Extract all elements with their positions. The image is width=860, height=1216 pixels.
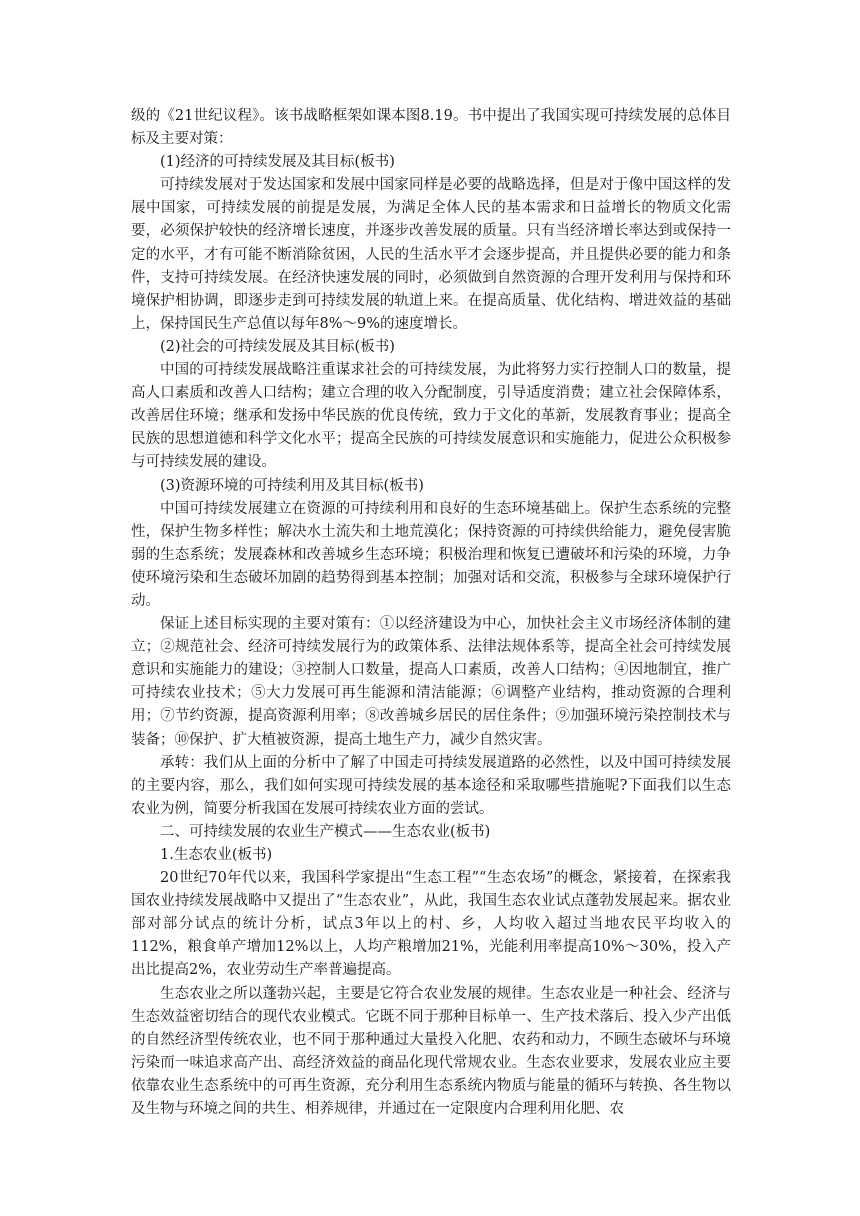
document-body — [131, 105, 731, 1121]
paragraph: 中国的可持续发展战略注重谋求社会的可持续发展，为此将努力实行控制人口的数量，提高人口素质和改善人口结构；建立合理的收入分配制度，引导适度消费；建立社会保障体系，改善居住环境；继承和发扬中华民族的优良传统，致力于文化的革新，发展教育事业；提高全民族的思想道德和科学文化水平；提高全民族的可持续发展意识和实施能力，促进公众积极参与可持续发展的建设。 — [131, 362, 731, 471]
section-heading: 二、可持续发展的农业生产模式——生态农业(板书) — [160, 823, 491, 840]
section-heading: (2)社会的可持续发展及其目标(板书) — [160, 338, 395, 355]
paragraph: 生态农业之所以蓬勃兴起，主要是它符合农业发展的规律。生态农业是一种社会、经济与生态效益密切结合的现代农业模式。它既不同于那种目标单一、生产技术落后、投入少产出低的自然经济型传统农业，也不同于那种通过大量投入化肥、农药和动力，不顾生态破坏与环境污染而一味追求高产出、高经济效益的商品化现代常规农业。生态农业要求，发展农业应主要依靠农业生态系统中的可再生资源，充分利用生态系统内物质与能量的循环与转换、各生物以及生物与环境之间的共生、相养规律，并通过在一定限度内合理利用化肥、农 — [131, 985, 731, 1118]
section-heading: (3)资源环境的可持续利用及其目标(板书) — [160, 477, 424, 494]
paragraph: 级的《21世纪议程》。该书战略框架如课本图8.19。书中提出了我国实现可持续发展的总体目标及主要对策： — [131, 108, 731, 148]
subsection-heading: 1.生态农业(板书) — [160, 847, 273, 863]
paragraph: 保证上述目标实现的主要对策有：①以经济建设为中心，加快社会主义市场经济体制的建立；②规范社会、经济可持续发展行为的政策体系、法律法规体系等，提高全社会可持续发展意识和实施能力的建设；③控制人口数量，提高人口素质，改善人口结构；④因地制宜，推广可持续农业技术；⑤大力发展可再生能源和清洁能源；⑥调整产业结构，推动资源的合理利用；⑦节约资源，提高资源利用率；⑧改善城乡居民的居住条件；⑨加强环境污染控制技术与装备；⑩保护、扩大植被资源，提高土地生产力，减少自然灾害。 — [131, 616, 731, 748]
section-heading: (1)经济的可持续发展及其目标(板书) — [160, 154, 395, 171]
paragraph: 20世纪70年代以来，我国科学家提出“生态工程”“生态农场”的概念，紧接着，在探索我国农业持续发展战略中又提出了“生态农业”，从此，我国生态农业试点蓬勃发展起来。据农业部对部分试点的统计分析，试点3年以上的村、乡，人均收入超过当地农民平均收入的112%，粮食单产增加12%以上，人均产粮增加21%，光能利用率提高10%～30%，投入产出比提高2%，农业劳动生产率普遍提高。 — [131, 870, 731, 979]
paragraph: 中国可持续发展建立在资源的可持续利用和良好的生态环境基础上。保护生态系统的完整性，保护生物多样性；解决水土流失和土地荒漠化；保持资源的可持续供给能力，避免侵害脆弱的生态系统；发展森林和改善城乡生态环境；积极治理和恢复已遭破坏和污染的环境，力争使环境污染和生态破坏加剧的趋势得到基本控制；加强对话和交流，积极参与全球环境保护行动。 — [131, 500, 731, 609]
paragraph: 可持续发展对于发达国家和发展中国家同样是必要的战略选择，但是对于像中国这样的发展中国家，可持续发展的前提是发展，为满足全体人民的基本需求和日益增长的物质文化需要，必须保护较快的经济增长速度，并逐步改善发展的质量。只有当经济增长率达到或保持一定的水平，才有可能不断消除贫困，人民的生活水平才会逐步提高，并且提供必要的能力和条件，支持可持续发展。在经济快速发展的同时，必须做到自然资源的合理开发利用与保持和环境保护相协调，即逐步走到可持续发展的轨道上来。在提高质量、优化结构、增进效益的基础上，保持国民生产总值以每年8%～9%的速度增长。 — [131, 177, 731, 332]
paragraph: 承转：我们从上面的分析中了解了中国走可持续发展道路的必然性，以及中国可持续发展的主要内容，那么，我们如何实现可持续发展的基本途径和采取哪些措施呢?下面我们以生态农业为例，简要分析我国在发展可持续农业方面的尝试。 — [131, 754, 731, 817]
